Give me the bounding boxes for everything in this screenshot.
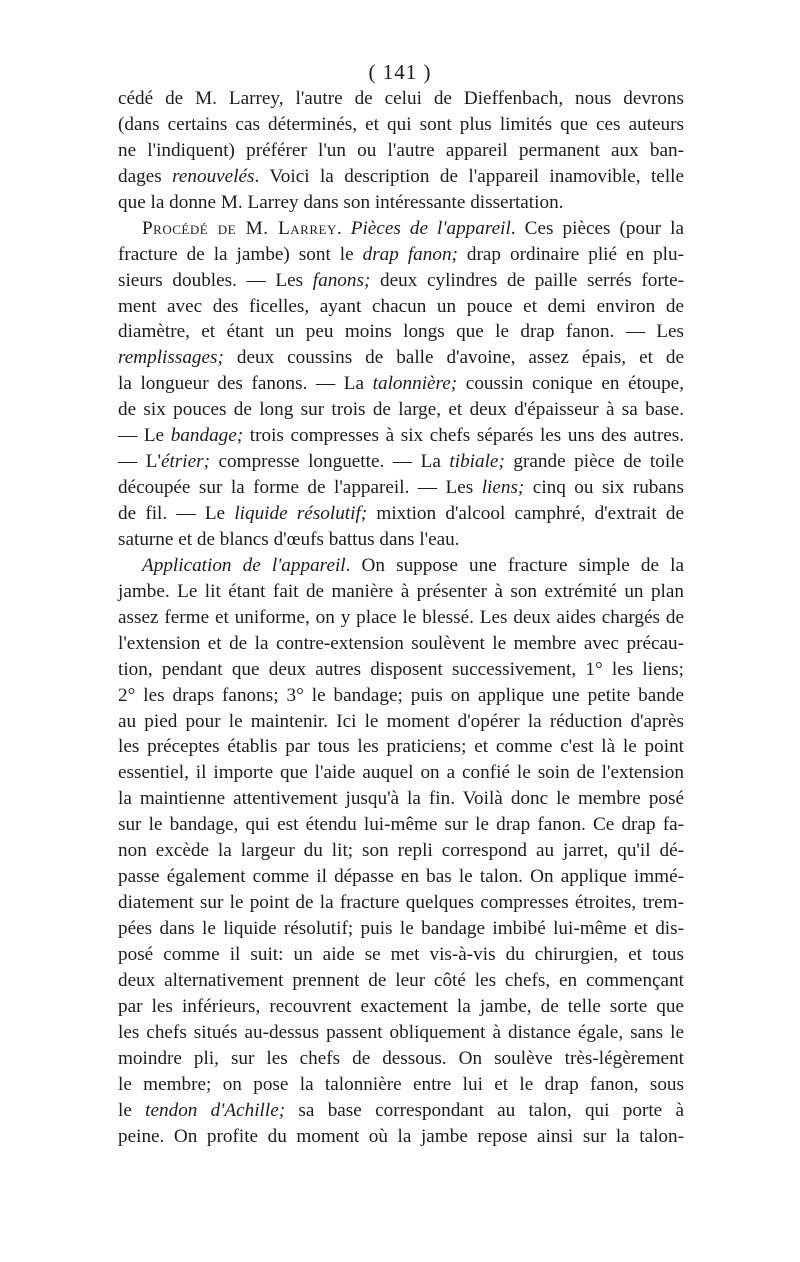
text-run: tion, pendant que deux autres disposent successivement, 1° les liens; [118,658,684,680]
body-text [118,86,684,1149]
text-run: . On suppose une fracture simple de la [345,554,684,576]
text-line [118,890,684,916]
page-number: ( 141 ) [368,60,432,84]
text-line [118,527,684,553]
italic-term: renouvelés [172,165,255,187]
text-line [118,112,684,138]
text-run: drap ordinaire plié en plu- [457,243,684,265]
text-line [118,397,684,423]
text-line [118,475,684,501]
text-run: . [336,217,351,239]
text-run: diatement sur le point de la fracture quelques compresses étroites, trem- [118,892,684,914]
text-run: mixtion d'alcool camphré, d'extrait de [367,503,684,524]
text-run: le [118,1099,146,1121]
text-line [118,916,684,942]
text-line [118,864,684,890]
text-run: les chefs situés au-dessus passent obliquement à distance égale, sans le [118,1021,684,1043]
italic-term: talonnière; [372,373,458,395]
text-run: saturne et de blancs d'œufs battus dans l'eau. [118,528,460,550]
text-run: de six pouces de long sur trois de large, et deux d'épaisseur à sa base. [118,399,684,421]
text-line [118,345,684,371]
text-run: — L' [118,451,161,473]
text-run: cinq ou six rubans [524,477,684,499]
text-line [118,553,684,579]
text-line [118,319,684,345]
text-run: trois compresses à six chefs séparés les uns des autres. [243,425,684,447]
text-line [118,657,684,683]
text-line [118,631,684,657]
italic-term: étrier; [160,451,210,473]
text-run: moindre pli, sur les chefs de dessous. On soulève très-légèrement [118,1047,684,1069]
italic-term: tibiale; [449,451,505,473]
text-line [118,449,684,475]
text-run: diamètre, et étant un peu moins longs que le drap fanon. — Les [118,321,684,343]
text-run: grande pièce de toile [504,451,685,473]
text-line [118,371,684,397]
text-run: ment avec des ficelles, ayant chacun un pouce et demi environ de [118,295,684,317]
text-run: les préceptes établis par tous les praticiens; et comme c'est là le point [118,736,684,758]
text-run: jambe. Le lit étant fait de manière à présenter à son extrémité un plan [118,580,684,602]
text-line [118,138,684,164]
italic-term: remplissages; [118,347,224,369]
text-run: fracture de la jambe) sont le [118,243,363,265]
text-line [118,190,684,216]
text-run: ne l'indiquent) préférer l'un ou l'autre appareil permanent aux ban- [118,139,684,161]
text-run: peine. On profite du moment où la jambe repose ainsi sur la talon- [118,1125,684,1147]
text-run: compresse longuette. — La [209,451,450,473]
text-run: assez ferme et uniforme, on y place le blessé. Les deux aides chargés de [118,606,684,628]
text-line [118,1020,684,1046]
italic-term: tendon d'Achille; [145,1099,286,1121]
text-line [118,994,684,1020]
text-line [118,216,684,242]
text-run: que la donne M. Larrey dans son intéressante dissertation. [118,191,564,213]
text-run: cédé de M. Larrey, l'autre de celui de Dieffenbach, nous devrons [118,88,684,109]
text-line [118,605,684,631]
text-line [118,294,684,320]
italic-term: Application de l'appareil [142,554,346,576]
text-run: passe également comme il dépasse en bas le talon. On applique immé- [118,866,684,888]
text-line [118,1124,684,1150]
text-run: non excède la largeur du lit; son repli correspond au jarret, qu'il dé- [118,840,684,862]
text-line [118,734,684,760]
text-line [118,579,684,605]
text-line [118,1098,684,1124]
text-line [118,968,684,994]
text-line [118,164,684,190]
text-run: dages [118,165,173,187]
italic-term: liquide résolutif; [234,503,368,524]
text-run: . Voici la description de l'appareil inamovible, telle [254,165,684,187]
text-line [118,268,684,294]
text-run: la longueur des fanons. — La [118,373,373,395]
text-line [118,683,684,709]
text-line [118,501,684,527]
italic-term: Pièces de l'appareil [350,217,511,239]
text-run: découpée sur la forme de l'appareil. — Les [118,477,482,499]
italic-term: bandage; [170,425,244,447]
text-run: coussin conique en étoupe, [457,373,684,395]
text-line [118,242,684,268]
text-run: l'extension et de la contre-extension soulèvent le membre avec précau- [118,632,684,654]
text-run: la maintienne attentivement jusqu'à la fin. Voilà donc le membre posé [118,788,684,810]
text-run: . Ces pièces (pour la [510,217,685,239]
text-run: posé comme il suit: un aide se met vis-à-vis du chirurgien, et tous [118,943,684,965]
text-run: sa base correspondant au talon, qui porte à [285,1099,684,1121]
text-run: sieurs doubles. — Les [118,269,313,291]
text-run: au pied pour le maintenir. Ici le moment d'opérer la réduction d'après [118,710,684,732]
italic-term: fanons; [312,269,371,291]
text-line [118,1046,684,1072]
text-line [118,423,684,449]
text-run: sur le bandage, qui est étendu lui-même sur le drap fanon. Ce drap fa- [118,814,684,836]
text-line [118,812,684,838]
text-line [118,709,684,735]
text-line [118,1072,684,1098]
text-run: (dans certains cas déterminés, et qui sont plus limités que ces auteurs [118,113,684,135]
text-line [118,760,684,786]
italic-term: liens; [481,477,525,499]
italic-term: drap fanon; [362,243,458,265]
text-line [118,86,684,112]
small-caps-heading: Procédé de M. Larrey [142,217,337,239]
text-run: pées dans le liquide résolutif; puis le bandage imbibé lui-même et dis- [118,918,684,939]
text-run: essentiel, il importe que l'aide auquel on a confié le soin de l'extension [118,762,684,784]
text-run: par les inférieurs, recouvrent exactement la jambe, de telle sorte que [118,995,684,1017]
text-run: 2° les draps fanons; 3° le bandage; puis on applique une petite bande [118,684,684,706]
text-run: le membre; on pose la talonnière entre lui et le drap fanon, sous [118,1073,684,1095]
text-run: — Le [118,425,171,447]
text-line [118,942,684,968]
text-run: de fil. — Le [118,503,235,524]
text-run: deux cylindres de paille serrés forte- [370,269,684,291]
text-run: deux coussins de balle d'avoine, assez épais, et de [223,347,684,369]
text-line [118,786,684,812]
text-line [118,838,684,864]
text-run: deux alternativement prennent de leur côté les chefs, en commençant [118,969,684,991]
